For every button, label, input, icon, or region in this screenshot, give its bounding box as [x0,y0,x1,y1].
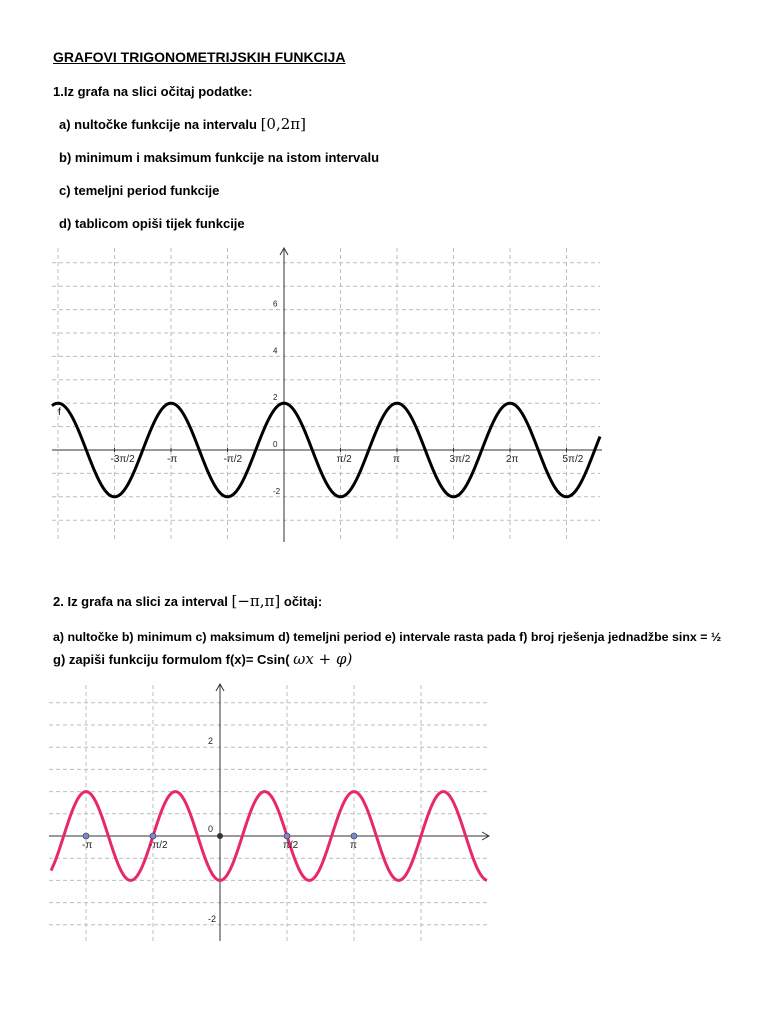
task1-heading: 1.Iz grafa na slici očitaj podatke: [53,84,253,99]
graph-1 [48,244,604,544]
task2-heading-text: 2. Iz grafa na slici za interval [53,594,228,609]
x-tick-label: π [393,454,400,465]
y-tick-label: 0 [208,824,214,834]
y-tick-label: 0 [273,440,278,449]
x-tick-label: 5π/2 [562,454,584,465]
graph-1-axes [52,248,602,542]
graph-2-grid [49,685,489,941]
x-tick-label: -π [82,840,93,851]
y-tick-label: 4 [273,346,278,356]
x-point [284,833,290,839]
x-tick-label: π/2 [336,454,352,465]
x-tick-label: -π [167,454,178,465]
x-point [150,833,156,839]
y-tick-label: 2 [208,736,214,747]
task1-item-a-text: a) nultočke funkcije na intervalu [59,117,257,132]
x-point [83,833,89,839]
x-tick-label: -π/2 [223,454,243,465]
task1-item-a [59,115,306,133]
y-tick-label: -2 [273,486,281,496]
task1-item-c: c) temeljni period funkcije [59,183,220,198]
graph-1-function-label: f [58,407,61,418]
task2-heading-end: očitaj: [283,594,323,609]
page-title: GRAFOVI TRIGONOMETRIJSKIH FUNKCIJA [53,49,346,65]
task2-heading [53,592,322,610]
task2-questions: a) nultočke b) minimum c) maksimum d) temeljni period e) intervale rasta pada f) broj rješenja jednadžbe sinx = ½ [53,630,722,644]
x-tick-label: -3π/2 [110,454,135,465]
y-tick-label: 6 [273,299,278,309]
task1-item-d: d) tablicom opiši tijek funkcije [59,216,245,231]
origin-point [217,833,223,839]
y-tick-label: -2 [208,913,217,924]
task1-item-b: b) minimum i maksimum funkcije na istom intervalu [59,150,380,165]
task2-item-g-formula: ωx + φ) [293,650,353,668]
task1-item-a-interval: [0,2π] [260,115,306,133]
task2-heading-interval: [−π,π] [231,592,281,610]
x-tick-label: π [350,840,357,851]
x-tick-label: 3π/2 [449,454,471,465]
task2-item-g-text: g) zapiši funkciju formulom f(x)= Csin( [53,652,290,667]
graph-1-labels [111,300,584,496]
x-point [351,833,357,839]
graph-2 [45,681,493,945]
x-tick-label: 2π [506,454,519,465]
graph-1-grid [52,248,600,540]
x-tick-label: -π/2 [149,840,168,851]
y-tick-label: 2 [273,393,278,403]
x-tick-label: π/2 [283,840,299,851]
task2-item-g [53,650,352,668]
